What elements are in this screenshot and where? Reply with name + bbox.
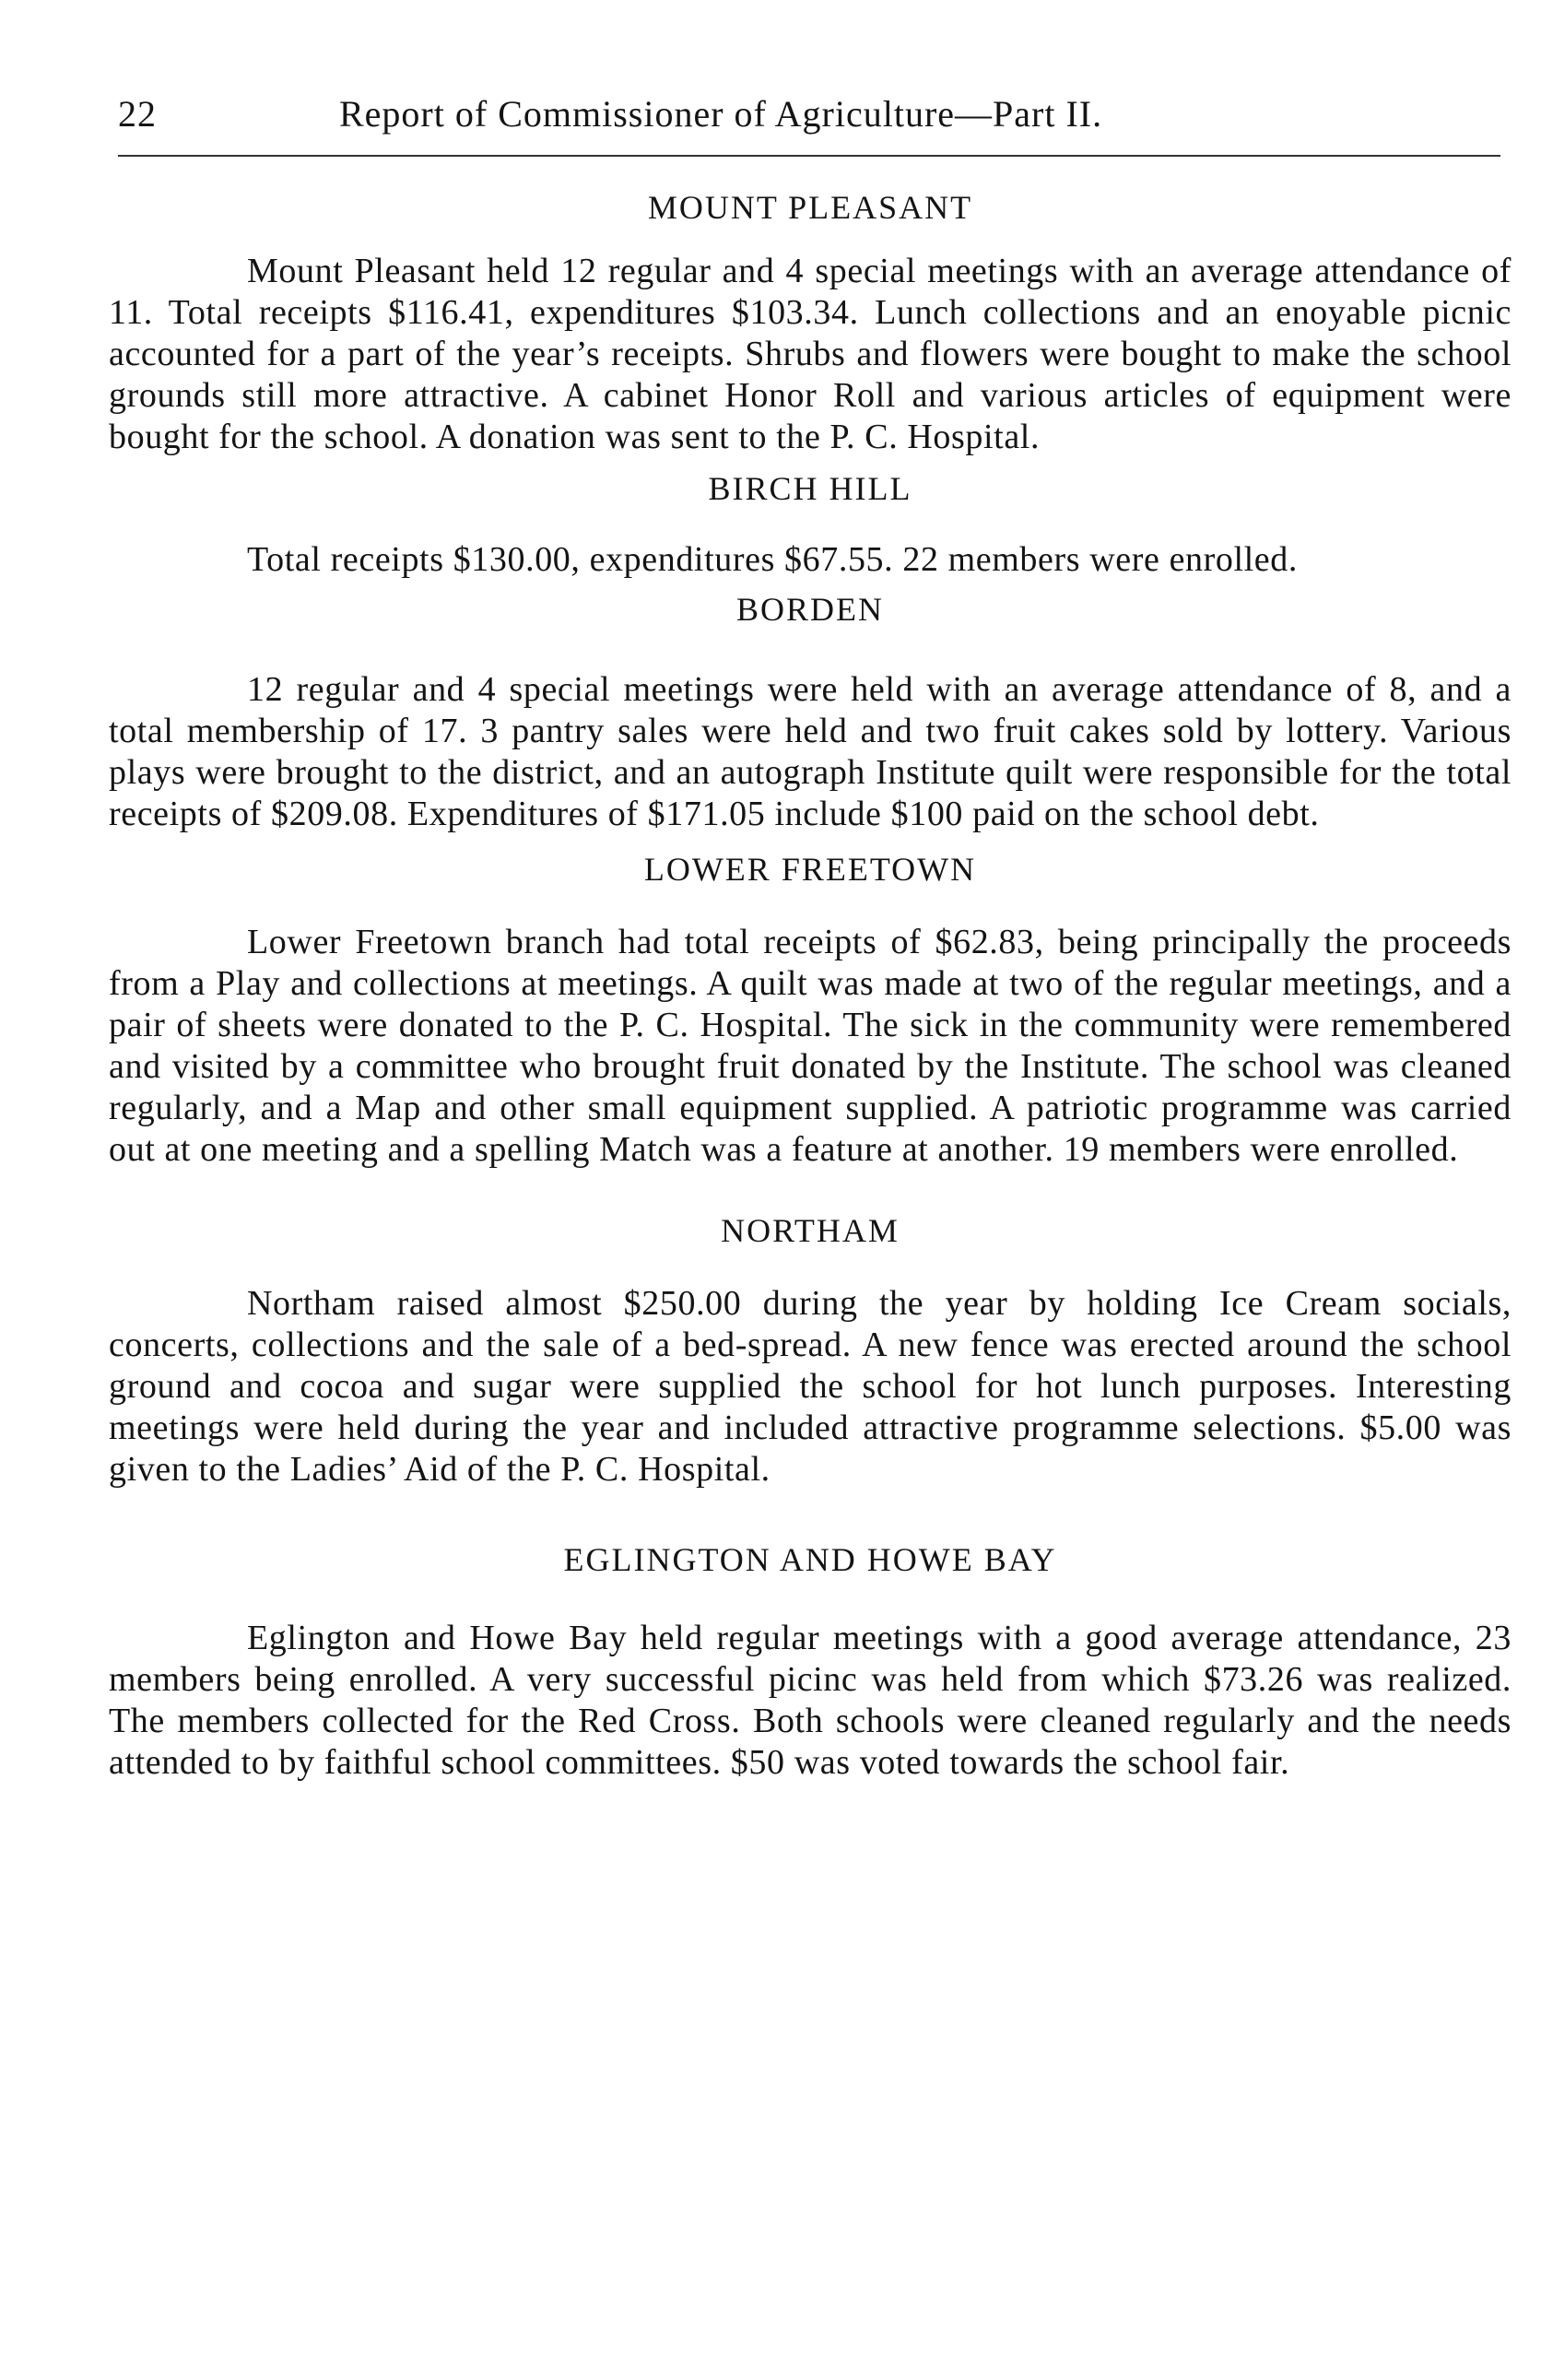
section-northam [109, 1208, 1512, 1490]
section-paragraph: Mount Pleasant held 12 regular and 4 special meetings with an average attendance of 11. Total receipts $116.41, expenditures $103.34. Lunch collections and an enoyable picnic accounted for a part of the year’s receipts. Shrubs and flowers were bought to make the school grounds still more attractive. A cabinet Honor Roll and various articles of equipment were bought for the school. A donation was sent to the P. C. Hospital. [109, 252, 1512, 456]
section-birch-hill [109, 465, 1512, 581]
report-body [109, 184, 1512, 1784]
section-heading: EGLINGTON AND HOWE BAY [563, 1541, 1057, 1578]
section-eglington-and-howe-bay [109, 1537, 1512, 1784]
section-heading: BIRCH HILL [708, 470, 912, 507]
section-heading: LOWER FREETOWN [643, 851, 977, 888]
header-rule [118, 155, 1500, 157]
section-paragraph: 12 regular and 4 special meetings were held with an average attendance of 8, and a total membership of 17. 3 pantry sales were held and two fruit cakes sold by lottery. Various plays were brought to the district, and an autograph Institute quilt were responsible for the total receipts of $209.08. Expenditures of $171.05 include $100 paid on the school debt. [109, 670, 1512, 833]
section-borden [109, 586, 1512, 835]
section-paragraph: Northam raised almost $250.00 during the year by holding Ice Cream socials, concerts, collections and the sale of a bed-spread. A new fence was erected around the school ground and cocoa and sugar were supplied the school for hot lunch purposes. Interesting meetings were held during the year and included attractive programme selections. $5.00 was given to the Ladies’ Aid of the P. C. Hospital. [109, 1284, 1512, 1489]
page-number: 22 [118, 93, 157, 135]
running-title: Report of Commissioner of Agriculture—Part II. [339, 93, 1103, 135]
section-lower-freetown [109, 846, 1512, 1171]
section-heading: MOUNT PLEASANT [647, 189, 973, 226]
section-heading: NORTHAM [721, 1212, 900, 1249]
section-mount-pleasant [109, 184, 1512, 458]
section-paragraph: Total receipts $130.00, expenditures $67.55. 22 members were enrolled. [247, 540, 1298, 579]
section-paragraph: Eglington and Howe Bay held regular meetings with a good average attendance, 23 members being enrolled. A very successful picinc was held from which $73.26 was realized. The members collected for the Red Cross. Both schools were cleaned regularly and the needs attended to by faithful school committees. $50 was voted towards the school fair. [109, 1619, 1512, 1782]
section-heading: BORDEN [735, 591, 884, 628]
section-paragraph: Lower Freetown branch had total receipts of $62.83, being principally the proceeds from a Play and collections at meetings. A quilt was made at two of the regular meetings, and a pair of sheets were donated to the P. C. Hospital. The sick in the community were remembered and visited by a committee who brought fruit donated by the Institute. The school was cleaned regularly, and a Map and other small equipment supplied. A patriotic programme was carried out at one meeting and a spelling Match was a feature at another. 19 members were enrolled. [109, 923, 1512, 1169]
running-head [118, 92, 1500, 147]
